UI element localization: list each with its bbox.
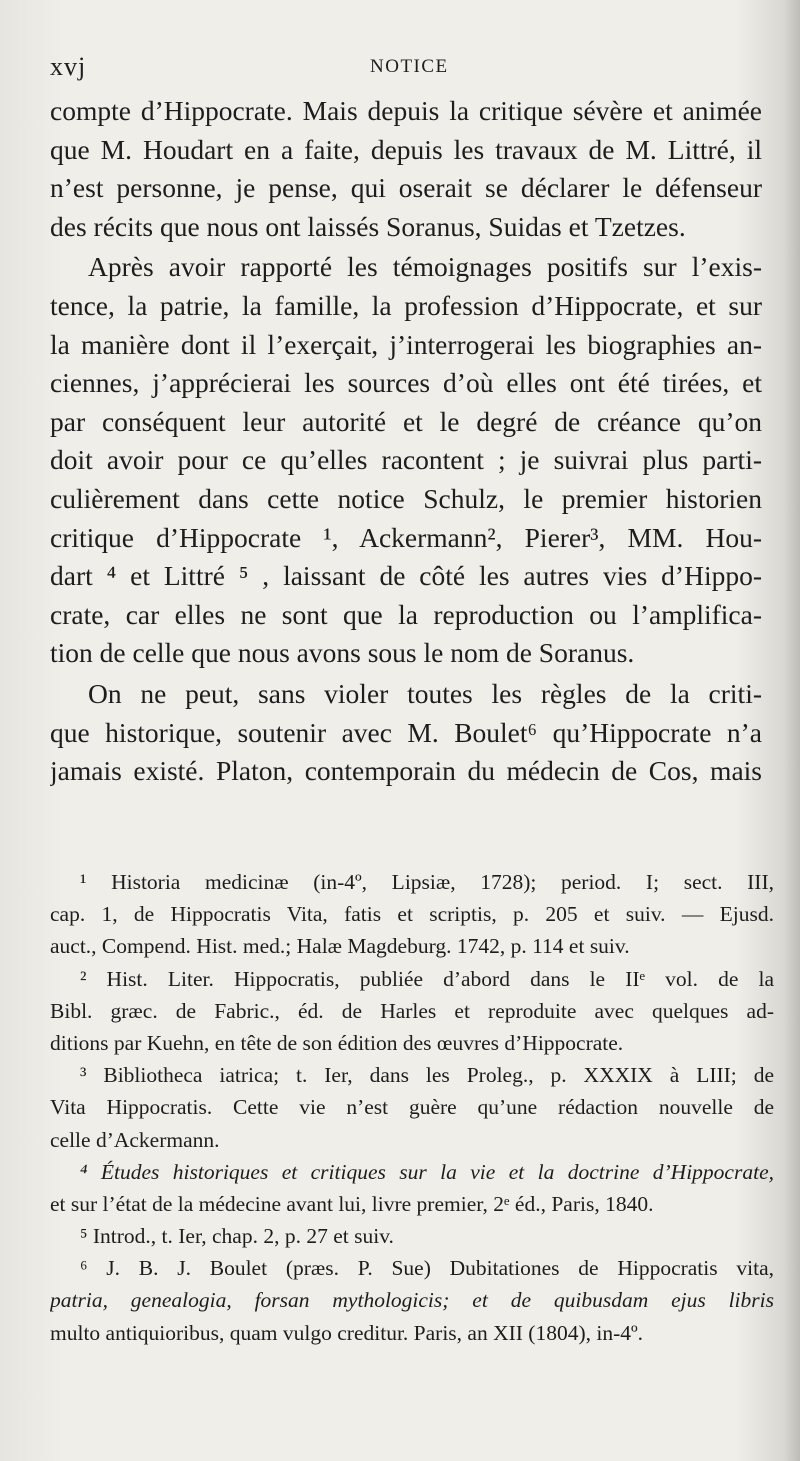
footnote-line: ² Hist. Liter. Hippocratis, publiée d’abord dans le IIᵉ vol. de la	[80, 966, 774, 991]
text-line: dart ⁴ et Littré ⁵ , laissant de côté les autres vies d’Hippo-	[50, 560, 762, 592]
text-line: que historique, soutenir avec M. Boulet⁶ qu’Hippocrate n’a	[50, 716, 762, 748]
footnotes	[50, 866, 774, 1349]
text-line: culièrement dans cette notice Schulz, le premier historien	[50, 482, 762, 514]
footnote-line: ⁵ Introd., t. Ier, chap. 2, p. 27 et suiv.	[80, 1224, 394, 1249]
text-line: crate, car elles ne sont que la reproduction ou l’amplifica-	[50, 598, 762, 630]
footnote-line: multo antiquioribus, quam vulgo creditur. Paris, an XII (1804), in-4º.	[50, 1320, 644, 1345]
footnote-line: ⁴ Études historiques et critiques sur la vie et la doctrine d’Hippocrate,	[80, 1159, 774, 1184]
text-line: Après avoir rapporté les témoignages positifs sur l’exis-	[88, 251, 762, 283]
page-number: xvj	[50, 52, 87, 81]
text-line: des récits que nous ont laissés Soranus, Suidas et Tzetzes.	[50, 210, 686, 242]
footnote-line: ⁶ J. B. J. Boulet (præs. P. Sue) Dubitationes de Hippocratis vita,	[80, 1256, 774, 1281]
footnote-line: celle d’Ackermann.	[50, 1127, 220, 1152]
footnote-line: auct., Compend. Hist. med.; Halæ Magdeburg. 1742, p. 114 et suiv.	[50, 934, 630, 959]
text-line: jamais existé. Platon, contemporain du médecin de Cos, mais	[50, 755, 762, 787]
footnote-line: ¹ Historia medicinæ (in-4º, Lipsiæ, 1728); period. I; sect. III,	[80, 870, 774, 894]
text-line: ciennes, j’apprécierai les sources d’où elles ont été tirées, et	[50, 367, 762, 399]
running-head: NOTICE	[370, 56, 449, 77]
footnote-line: patria, genealogia, forsan mythologicis; et de quibusdam ejus libris	[50, 1288, 774, 1313]
footnote-line: Bibl. græc. de Fabric., éd. de Harles et reproduite avec quelques ad-	[50, 998, 774, 1023]
page-header	[50, 52, 760, 88]
footnote-line: ³ Bibliotheca iatrica; t. Ier, dans les Proleg., p. XXXIX à LIII; de	[80, 1063, 774, 1088]
text-line: critique d’Hippocrate ¹, Ackermann², Pierer³, MM. Hou-	[50, 521, 762, 553]
footnote-line: ditions par Kuehn, en tête de son édition des œuvres d’Hippocrate.	[50, 1030, 624, 1055]
text-line: tion de celle que nous avons sous le nom de Soranus.	[50, 637, 635, 669]
text-line: compte d’Hippocrate. Mais depuis la critique sévère et animée	[50, 95, 762, 126]
footnote-line: Vita Hippocratis. Cette vie n’est guère qu’une rédaction nouvelle de	[50, 1095, 774, 1120]
text-line: que M. Houdart en a faite, depuis les travaux de M. Littré, il	[50, 133, 762, 165]
text-line: la manière dont il l’exerçait, j’interrogerai les biographies an-	[50, 328, 762, 360]
footnote-line: cap. 1, de Hippocratis Vita, fatis et scriptis, p. 205 et suiv. — Ejusd.	[50, 902, 774, 927]
text-line: doit avoir pour ce qu’elles racontent ; je suivrai plus parti-	[50, 444, 762, 476]
text-line: tence, la patrie, la famille, la profession d’Hippocrate, et sur	[50, 289, 762, 321]
text-line: par conséquent leur autorité et le degré de créance qu’on	[50, 405, 762, 437]
text-line: On ne peut, sans violer toutes les règles de la criti-	[88, 677, 762, 709]
footnote-line: et sur l’état de la médecine avant lui, livre premier, 2ᵉ éd., Paris, 1840.	[50, 1191, 654, 1216]
body-text	[50, 92, 762, 791]
text-line: n’est personne, je pense, qui oserait se déclarer le défenseur	[50, 172, 762, 204]
